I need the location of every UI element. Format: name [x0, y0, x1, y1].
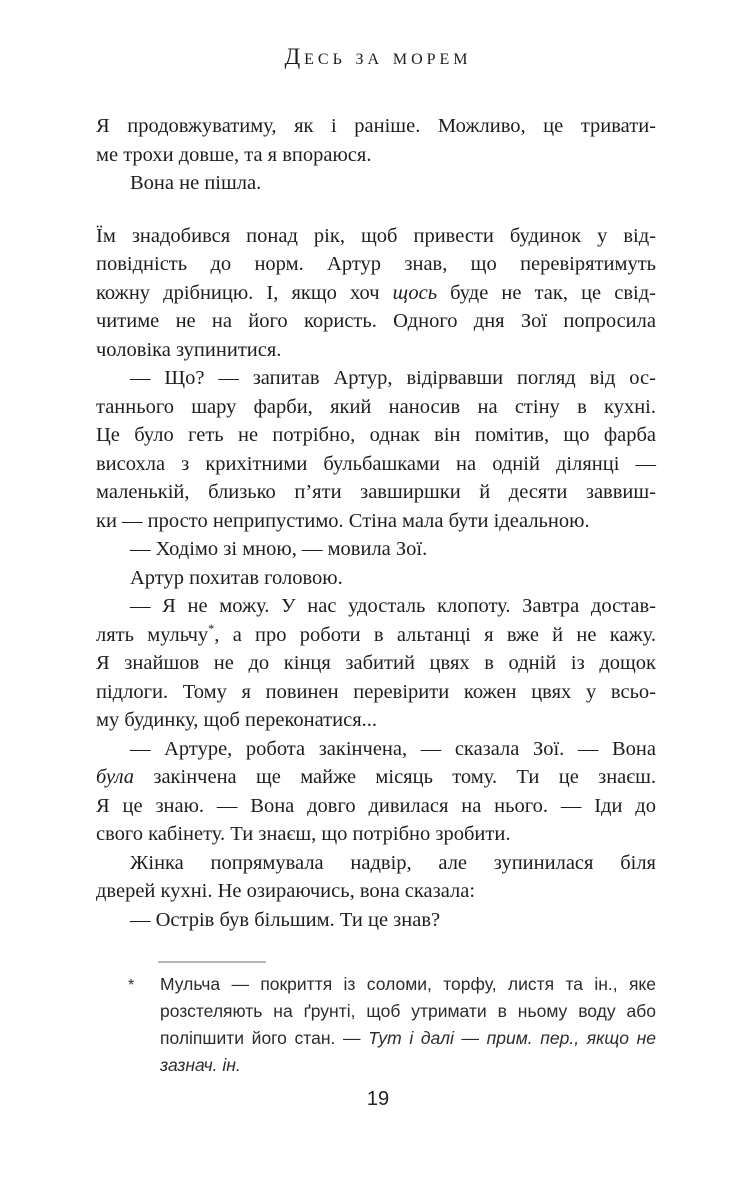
text-line: дверей кухні. Не озираючись, вона сказала: — [96, 880, 476, 902]
text-line: Артур похитав головою. — [130, 566, 343, 589]
text-line: підлоги. Тому я повинен перевірити кожен цвях у всьо- — [96, 680, 656, 703]
text-line: — Артуре, робота закінчена, — сказала Зої. — Вона — [130, 737, 656, 760]
text-line: була закінчена ще майже місяць тому. Ти це знаєш. — [96, 766, 656, 788]
text-line: Вона не пішла. — [130, 172, 262, 194]
text-line: — Ходімо зі мною, — мовила Зої. — [130, 538, 428, 560]
text-line: розстеляють на ґрунті, щоб утримати в ньому воду або — [160, 1001, 656, 1021]
running-title: Десь за морем — [284, 44, 472, 69]
text-line: поліпшити його стан. — Тут і далі — прим. пер., якщо не — [160, 1028, 656, 1048]
page-number: 19 — [366, 1088, 390, 1110]
footnote-separator — [158, 961, 266, 963]
text-line: повідність до норм. Артур знав, що перевірятимуть — [96, 253, 656, 275]
text-line: — Острів був більшим. Ти це знав? — [130, 908, 441, 931]
text-line: читиме не на його користь. Одного дня Зої попросила — [96, 310, 656, 332]
text-line: Це було геть не потрібно, однак він помітив, що фарба — [96, 424, 656, 446]
text-line: Мульча — покриття із соломи, торфу, листя та ін., яке — [160, 974, 656, 994]
text-line: — Що? — запитав Артур, відірвавши погляд від ос- — [130, 367, 656, 389]
text-line: Я це знаю. — Вона довго дивилася на нього. — Іди до — [96, 794, 656, 817]
text-line: Жінка попрямувала надвір, але зупинилася біля — [130, 851, 656, 874]
text-line: маленькій, близько п’яти завширшки й десяти заввиш- — [96, 481, 656, 503]
footnote-marker: * — [128, 977, 135, 994]
text-line: зазнач. ін. — [160, 1055, 241, 1075]
text-line: Їм знадобився понад рік, щоб привести будинок у від- — [96, 224, 656, 247]
footnote — [96, 971, 656, 1079]
footnote-text — [160, 971, 656, 1079]
text-line: таннього шару фарби, який наносив на стіну в кухні. — [96, 395, 656, 418]
text-line: висохла з крихітними бульбашками на одній ділянці — — [96, 452, 656, 475]
body-text — [96, 112, 656, 934]
text-line: ме трохи довше, та я впораюся. — [96, 143, 372, 166]
text-line: чоловіка зупинитися. — [96, 338, 282, 361]
text-line: ки — просто неприпустимо. Стіна мала бути ідеальною. — [96, 509, 590, 532]
text-line: му будинку, щоб переконатися... — [96, 709, 377, 731]
text-line: Я продовжуватиму, як і раніше. Можливо, це тривати- — [96, 115, 656, 137]
text-line: — Я не можу. У нас удосталь клопоту. Завтра достав- — [130, 595, 656, 617]
text-line: Я знайшов не до кінця забитий цвях в одній із дощок — [96, 652, 656, 674]
text-line: свого кабінету. Ти знаєш, що потрібно зробити. — [96, 823, 511, 845]
text-line: лять мульчу*, а про роботи в альтанці я вже й не кажу. — [96, 621, 656, 646]
text-line: кожну дрібницю. І, якщо хоч щось буде не так, це свід- — [96, 281, 657, 304]
